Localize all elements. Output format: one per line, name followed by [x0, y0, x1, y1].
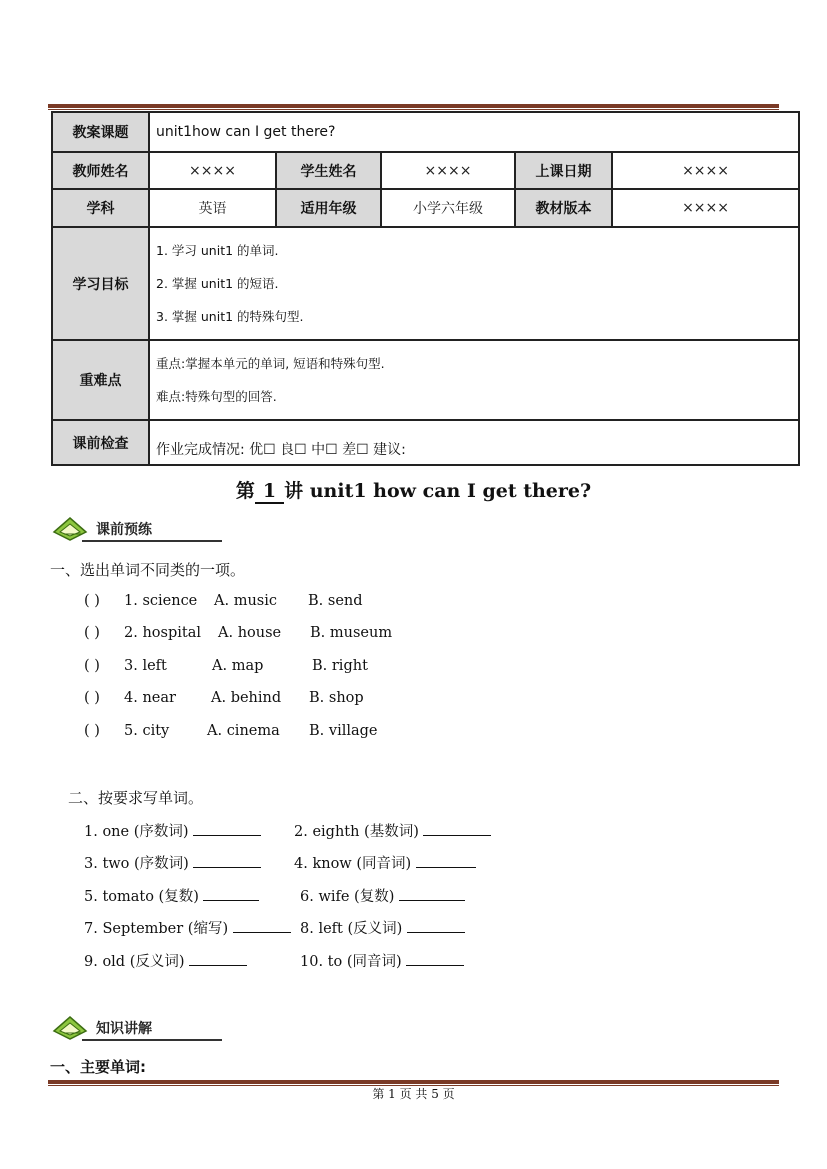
subject-label: 学科: [52, 189, 149, 227]
goals-label: 学习目标: [52, 227, 149, 340]
lesson-title: [0, 476, 827, 504]
edition-value: ××××: [612, 189, 799, 227]
question-word: 1. science: [124, 593, 198, 609]
list-item: [84, 625, 393, 641]
exercise-right: 10. to (同音词): [300, 954, 402, 970]
list-item: [294, 820, 491, 841]
question-word: 4. near: [124, 690, 176, 706]
subject-value: 英语: [149, 189, 276, 227]
section-header-pre: [52, 514, 182, 544]
page-footer: 第 1 页 共 5 页: [372, 1087, 455, 1101]
course-topic-label: 教案课题: [52, 112, 149, 152]
answer-bracket: ( ): [84, 658, 100, 674]
key-points-label: 重难点: [52, 340, 149, 420]
goals-cell: [149, 227, 799, 340]
exercise-right: 8. left (反义词): [300, 921, 403, 937]
option-b: B. village: [309, 723, 378, 739]
exercise-left: 3. two (序数词): [84, 856, 189, 872]
part2-title: 二、按要求写单词。: [68, 789, 204, 807]
section-header-knowledge-label: 知识讲解: [96, 1021, 152, 1037]
course-topic-value: unit1how can I get there?: [149, 112, 799, 152]
question-word: 5. city: [124, 723, 170, 739]
exercise-left: 7. September (缩写): [84, 921, 229, 937]
lesson-number: 1: [255, 480, 284, 504]
lesson-info-table: [51, 111, 800, 466]
difficult-point-item: 难点:特殊句型的回答.: [156, 389, 277, 404]
exercise-left: 9. old (反义词): [84, 954, 185, 970]
section-header-pre-label: 课前预练: [96, 522, 152, 538]
answer-blank[interactable]: [406, 952, 464, 966]
answer-blank[interactable]: [416, 854, 476, 868]
list-item: [300, 950, 464, 971]
option-b: B. send: [308, 593, 363, 609]
answer-blank[interactable]: [407, 919, 465, 933]
answer-blank[interactable]: [399, 887, 465, 901]
option-b: B. right: [312, 658, 368, 674]
exercise-right: 2. eighth (基数词): [294, 824, 419, 840]
answer-bracket: ( ): [84, 593, 100, 609]
part1-title: 一、选出单词不同类的一项。: [50, 561, 246, 579]
grade-label: 适用年级: [276, 189, 381, 227]
list-item: [84, 852, 261, 873]
option-a: A. music: [214, 593, 277, 609]
list-item: [84, 950, 247, 971]
lesson-title-prefix: 第: [235, 480, 255, 502]
option-a: A. map: [212, 658, 264, 674]
pre-check-value: 作业完成情况: 优☐ 良☐ 中☐ 差☐ 建议:: [149, 420, 799, 465]
answer-blank[interactable]: [423, 822, 491, 836]
date-value: ××××: [612, 152, 799, 189]
list-item: [84, 885, 259, 906]
part3-title: 一、主要单词:: [50, 1058, 146, 1076]
option-a: A. behind: [211, 690, 282, 706]
answer-blank[interactable]: [189, 952, 247, 966]
goal-item: 3. 掌握 unit1 的特殊句型.: [156, 309, 304, 324]
teacher-label: 教师姓名: [52, 152, 149, 189]
answer-bracket: ( ): [84, 690, 100, 706]
answer-bracket: ( ): [84, 625, 100, 641]
lesson-title-suffix: 讲 unit1 how can I get there?: [284, 480, 592, 502]
list-item: [300, 917, 465, 938]
footer-rule: [48, 1080, 779, 1084]
option-a: A. cinema: [207, 723, 280, 739]
option-b: B. museum: [310, 625, 393, 641]
key-point-item: 重点:掌握本单元的单词, 短语和特殊句型.: [156, 356, 385, 371]
exercise-right: 6. wife (复数): [300, 889, 395, 905]
answer-bracket: ( ): [84, 723, 100, 739]
answer-blank[interactable]: [193, 854, 261, 868]
section-header-knowledge: [52, 1013, 182, 1043]
section-underline: [82, 1039, 222, 1041]
list-item: [300, 885, 465, 906]
header-rule-thin: [48, 109, 779, 110]
goal-item: 2. 掌握 unit1 的短语.: [156, 276, 279, 291]
key-points-cell: [149, 340, 799, 420]
student-label: 学生姓名: [276, 152, 381, 189]
list-item: [84, 690, 364, 706]
list-item: [84, 658, 368, 674]
date-label: 上课日期: [515, 152, 612, 189]
teacher-value: ××××: [149, 152, 276, 189]
goal-item: 1. 学习 unit1 的单词.: [156, 243, 279, 258]
exercise-right: 4. know (同音词): [294, 856, 412, 872]
option-b: B. shop: [309, 690, 364, 706]
question-word: 3. left: [124, 658, 167, 674]
question-word: 2. hospital: [124, 625, 201, 641]
answer-blank[interactable]: [233, 919, 291, 933]
student-value: ××××: [381, 152, 515, 189]
grade-value: 小学六年级: [381, 189, 515, 227]
list-item: [84, 917, 291, 938]
exercise-left: 1. one (序数词): [84, 824, 189, 840]
edition-label: 教材版本: [515, 189, 612, 227]
pre-check-label: 课前检查: [52, 420, 149, 465]
list-item: [84, 593, 363, 609]
option-a: A. house: [218, 625, 282, 641]
exercise-left: 5. tomato (复数): [84, 889, 199, 905]
list-item: [294, 852, 476, 873]
list-item: [84, 723, 378, 739]
header-rule: [48, 104, 779, 108]
list-item: [84, 820, 261, 841]
section-underline: [82, 540, 222, 542]
answer-blank[interactable]: [193, 822, 261, 836]
answer-blank[interactable]: [203, 887, 259, 901]
